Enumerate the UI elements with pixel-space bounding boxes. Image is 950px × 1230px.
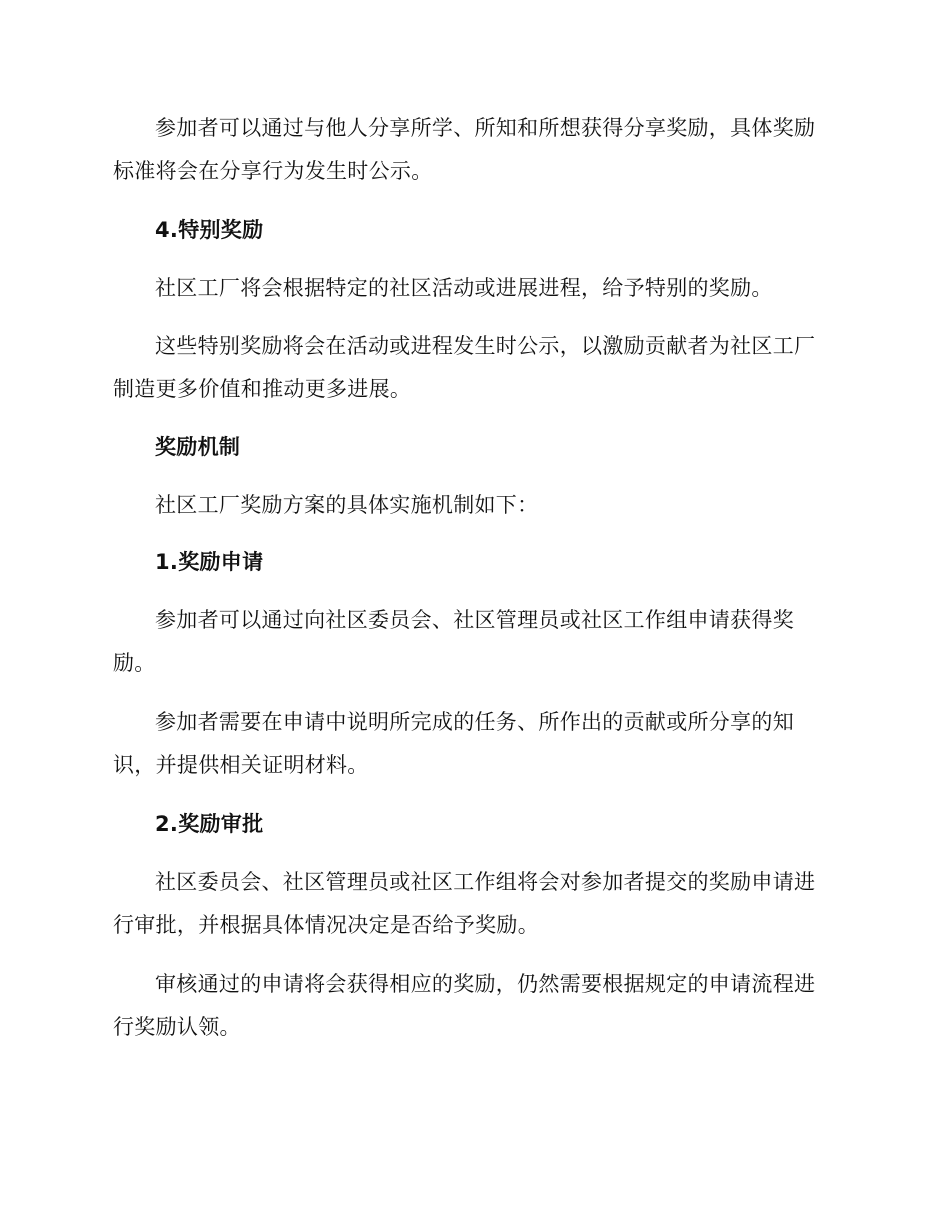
heading-special-reward: 4.特别奖励 [155,218,264,242]
paragraph-approval-process: 社区委员会、社区管理员或社区工作组将会对参加者提交的奖励申请进行审批，并根据具体情况决定是否给予奖励。 [113,870,816,937]
paragraph-special-reward-detail: 这些特别奖励将会在活动或进程发生时公示，以激励贡献者为社区工厂制造更多价值和推动更多进展。 [113,334,816,401]
paragraph-application-channel: 参加者可以通过向社区委员会、社区管理员或社区工作组申请获得奖励。 [113,608,794,675]
paragraph-application-requirements: 参加者需要在申请中说明所完成的任务、所作出的贡献或所分享的知识，并提供相关证明材料。 [113,710,794,777]
heading-reward-application: 1.奖励申请 [155,550,264,574]
paragraph-share-reward: 参加者可以通过与他人分享所学、所知和所想获得分享奖励，具体奖励标准将会在分享行为发生时公示。 [113,116,816,183]
paragraph-special-reward-intro: 社区工厂将会根据特定的社区活动或进展进程，给予特别的奖励。 [155,276,773,300]
heading-reward-approval: 2.奖励审批 [155,812,264,836]
paragraph-mechanism-intro: 社区工厂奖励方案的具体实施机制如下： [155,493,539,517]
heading-reward-mechanism: 奖励机制 [155,435,241,459]
paragraph-approval-result: 审核通过的申请将会获得相应的奖励，仍然需要根据规定的申请流程进行奖励认领。 [113,972,816,1039]
